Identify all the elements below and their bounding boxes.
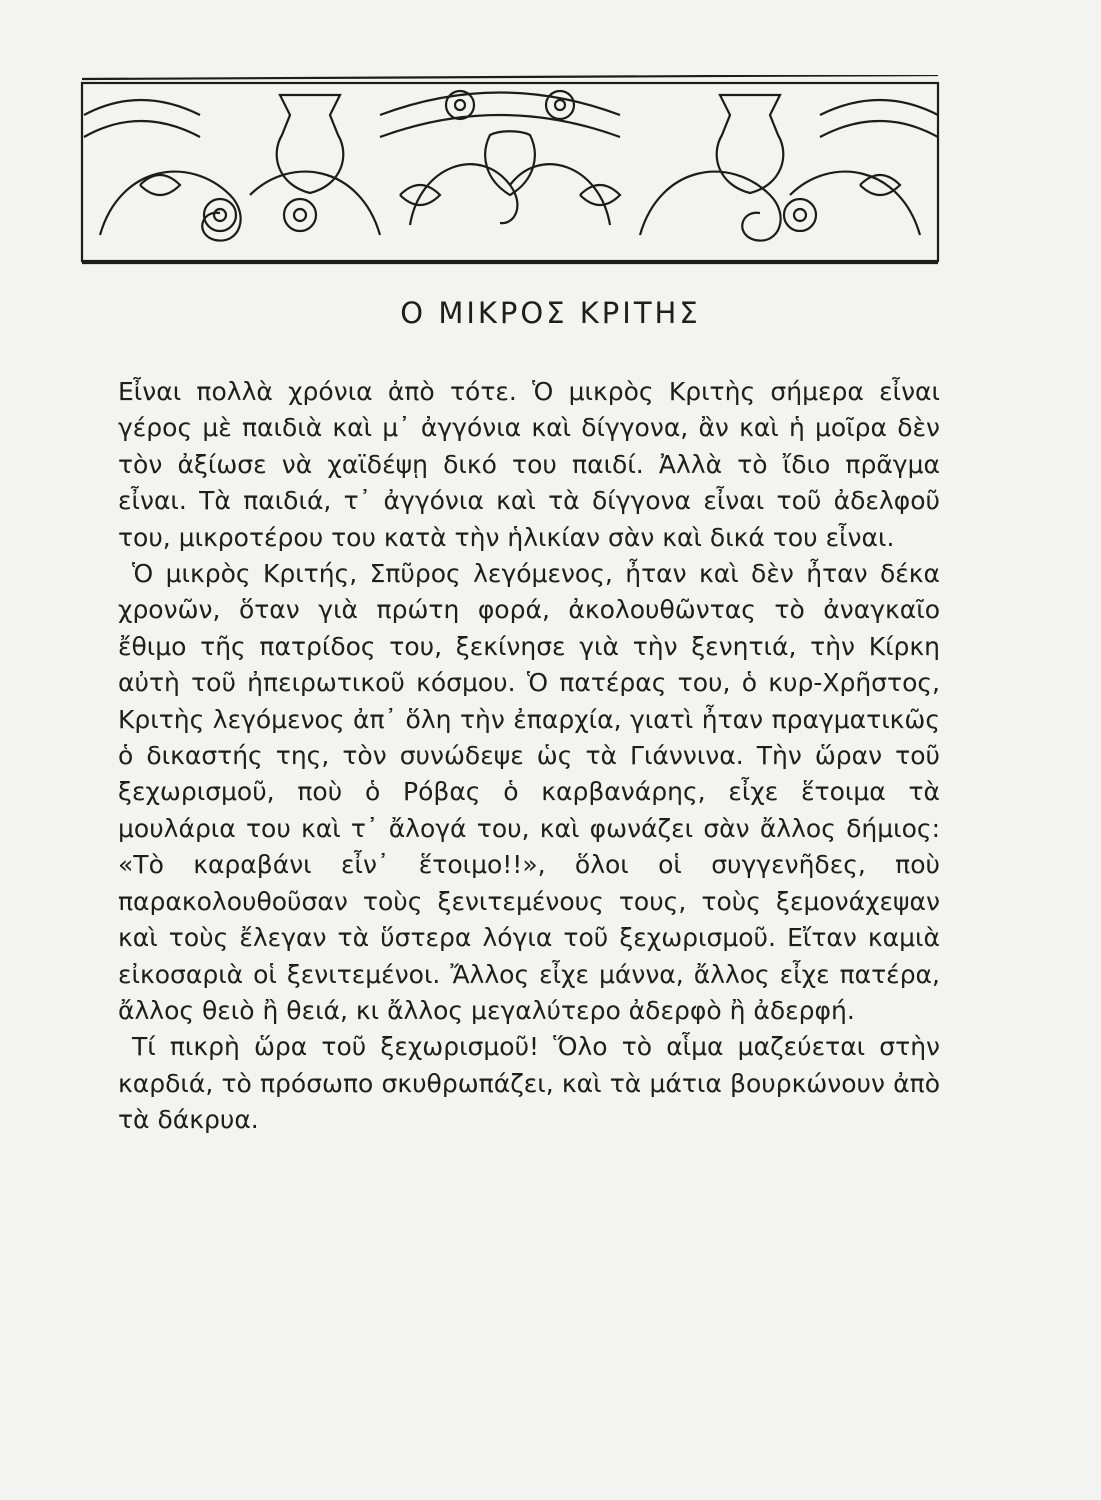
- page-title: Ο ΜΙΚΡΟΣ ΚΡΙΤΗΣ: [400, 296, 701, 330]
- paragraph-1: Εἶναι πολλὰ χρόνια ἀπὸ τότε. Ὁ μικρὸς Κριτὴς σήμερα εἶναι γέρος μὲ παιδιὰ καὶ μ᾽ ἀγγόνια καὶ δίγγονα, ἂν καὶ ἡ μοῖρα δὲν τὸν ἀξίωσε νὰ χαϊδέψῃ δικό του παιδί. Ἀλλὰ τὸ ἴδιο πρᾶγμα εἶναι. Τὰ παιδιά, τ᾽ ἀγγόνια καὶ τὰ δίγγονα εἶναι τοῦ ἀδελφοῦ του, μικροτέρου του κατὰ τὴν ἡλικίαν σὰν καὶ δικά του εἶναι.: [118, 377, 940, 552]
- paragraph-2: Ὁ μικρὸς Κριτής, Σπῦρος λεγόμενος, ἦταν καὶ δὲν ἦταν δέκα χρονῶν, ὅταν γιὰ πρώτη φορά, ἀκολουθῶντας τὸ ἀναγκαῖο ἔθιμο τῆς πατρίδος του, ξεκίνησε γιὰ τὴν ξενητιά, τὴν Κίρκη αὐτὴ τοῦ ἠπειρωτικοῦ κόσμου. Ὁ πατέρας του, ὁ κυρ-Χρῆστος, Κριτὴς λεγόμενος ἀπ᾽ ὅλη τὴν ἐπαρχία, γιατὶ ἦταν πραγματικῶς ὁ δικαστής της, τὸν συνώδεψε ὡς τὰ Γιάννινα. Τὴν ὥραν τοῦ ξεχωρισμοῦ, ποὺ ὁ Ρόβας ὁ καρβανάρης, εἶχε ἕτοιμα τὰ μουλάρια του καὶ τ᾽ ἄλογά του, καὶ φωνάζει σὰν ἄλλος δήμιος: «Τὸ καραβάνι εἶν᾽ ἕτοιμο!!», ὅλοι οἱ συγγενῆδες, ποὺ παρακολουθοῦσαν τοὺς ξενιτεμένους τους, τοὺς ξεμονάχεψαν καὶ τοὺς ἔλεγαν τὰ ὕστερα λόγια τοῦ ξεχωρισμοῦ. Εἴταν καμιὰ εἰκοσαριὰ οἱ ξενιτεμένοι. Ἄλλος εἶχε μάννα, ἄλλος εἶχε πατέρα, ἄλλος θειὸ ἢ θειά, κι ἄλλος μεγαλύτερο ἀδερφὸ ἢ ἀδερφή.: [118, 559, 940, 1025]
- paragraph-3: Τί πικρὴ ὥρα τοῦ ξεχωρισμοῦ! Ὅλο τὸ αἷμα μαζεύεται στὴν καρδιά, τὸ πρόσωπο σκυθρωπάζει, καὶ τὰ μάτια βουρκώνουν ἀπὸ τὰ δάκρυα.: [118, 1032, 940, 1135]
- decorative-header-ornament: [80, 75, 942, 265]
- body-text: [118, 374, 940, 1139]
